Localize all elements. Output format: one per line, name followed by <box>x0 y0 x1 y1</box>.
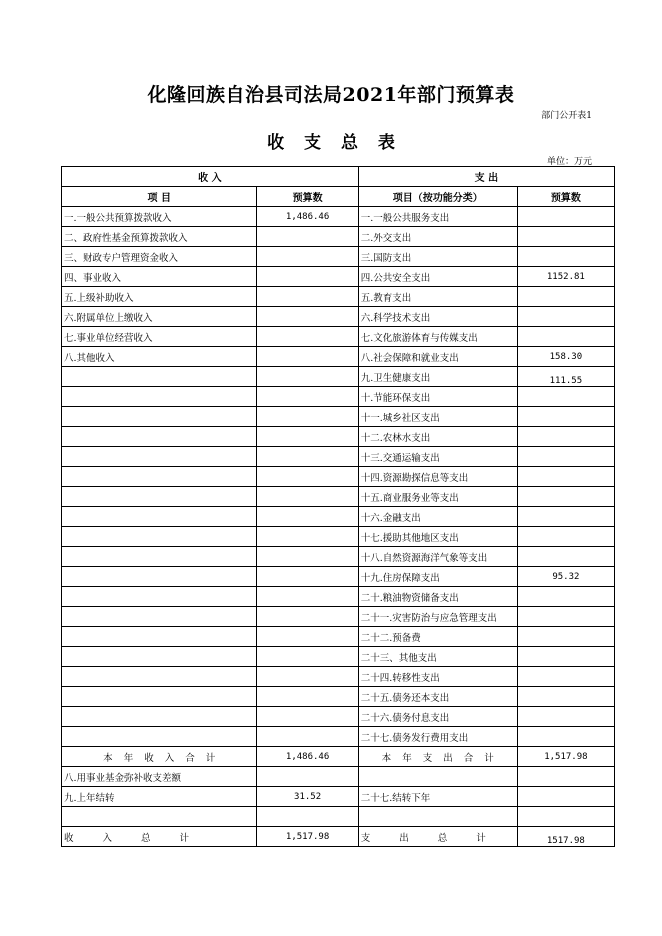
income-amount-cell <box>257 507 358 527</box>
income-item-cell <box>62 727 257 747</box>
income-item-cell <box>62 387 257 407</box>
income-amount-cell <box>257 767 358 787</box>
expense-amount-cell <box>517 807 614 827</box>
expense-amount-cell <box>517 607 614 627</box>
income-amount-cell <box>257 807 358 827</box>
table-row <box>62 227 615 247</box>
income-amount-cell <box>257 587 358 607</box>
expense-amount-cell <box>517 327 614 347</box>
expense-item-cell: 十六.金融支出 <box>358 507 517 527</box>
income-item-cell <box>62 427 257 447</box>
table-row <box>62 327 615 347</box>
income-item-cell <box>62 687 257 707</box>
income-amount-cell <box>257 407 358 427</box>
table-row <box>62 787 615 807</box>
income-amount-cell <box>257 427 358 447</box>
income-amount-cell <box>257 227 358 247</box>
table-row <box>62 247 615 267</box>
expense-amount-cell: 158.30 <box>517 347 614 367</box>
expense-amount-cell <box>517 647 614 667</box>
income-amount-cell <box>257 367 358 387</box>
expense-section-header: 支 出 <box>358 167 614 187</box>
table-row <box>62 267 615 287</box>
expense-amount-cell <box>517 287 614 307</box>
expense-total-label: 本 年 支 出 合 计 <box>358 747 517 767</box>
income-item-cell <box>62 447 257 467</box>
expense-item-cell: 三.国防支出 <box>358 247 517 267</box>
expense-item-cell: 二十五.债务还本支出 <box>358 687 517 707</box>
table-row <box>62 307 615 327</box>
expense-item-cell: 六.科学技术支出 <box>358 307 517 327</box>
expense-amount-header: 预算数 <box>517 187 614 207</box>
income-item-cell <box>62 607 257 627</box>
income-item-cell <box>62 667 257 687</box>
income-item-header: 项 目 <box>62 187 257 207</box>
income-item-cell <box>62 507 257 527</box>
table-row <box>62 607 615 627</box>
income-amount-cell <box>257 567 358 587</box>
expense-amount-cell <box>517 427 614 447</box>
column-header-row <box>62 187 615 207</box>
expense-item-cell: 十七.援助其他地区支出 <box>358 527 517 547</box>
expense-item-cell: 十八.自然资源海洋气象等支出 <box>358 547 517 567</box>
income-grand-total-amount: 1,517.98 <box>257 827 358 847</box>
expense-amount-cell <box>517 627 614 647</box>
income-total-amount: 1,486.46 <box>257 747 358 767</box>
income-amount-cell <box>257 527 358 547</box>
table-row <box>62 287 615 307</box>
expense-item-cell: 二十七.债务发行费用支出 <box>358 727 517 747</box>
income-amount-cell <box>257 627 358 647</box>
page-title: 化隆回族自治县司法局2021年部门预算表 <box>147 84 515 106</box>
income-amount-cell <box>257 247 358 267</box>
income-item-cell: 五.上级补助收入 <box>62 287 257 307</box>
expense-item-cell: 四.公共安全支出 <box>358 267 517 287</box>
income-item-cell <box>62 627 257 647</box>
expense-amount-cell <box>517 727 614 747</box>
unit-label: 单位：万元 <box>546 157 592 167</box>
expense-amount-cell <box>517 247 614 267</box>
expense-amount-cell <box>517 587 614 607</box>
table-row <box>62 767 615 787</box>
expense-item-cell: 五.教育支出 <box>358 287 517 307</box>
table-row <box>62 727 615 747</box>
expense-amount-cell <box>517 687 614 707</box>
income-item-cell <box>62 807 257 827</box>
expense-item-cell <box>358 767 517 787</box>
table-subtitle: 收 支 总 表 <box>267 133 395 153</box>
income-item-cell <box>62 467 257 487</box>
expense-amount-cell <box>517 787 614 807</box>
income-amount-cell <box>257 547 358 567</box>
table-row <box>62 507 615 527</box>
income-amount-cell <box>257 667 358 687</box>
expense-grand-total-label: 支 出 总 计 <box>358 827 517 847</box>
income-section-header: 收 入 <box>62 167 359 187</box>
income-amount-header: 预算数 <box>257 187 358 207</box>
table-row <box>62 487 615 507</box>
table-row <box>62 807 615 827</box>
income-amount-cell <box>257 487 358 507</box>
income-amount-cell <box>257 707 358 727</box>
expense-amount-cell: 95.32 <box>517 567 614 587</box>
form-number: 部门公开表1 <box>541 111 592 121</box>
income-item-cell <box>62 487 257 507</box>
expense-amount-cell <box>517 507 614 527</box>
expense-amount-cell <box>517 547 614 567</box>
section-header-row <box>62 167 615 187</box>
table-row <box>62 367 615 387</box>
annual-total-row <box>62 747 615 767</box>
income-item-cell: 九.上年结转 <box>62 787 257 807</box>
income-amount-cell: 31.52 <box>257 787 358 807</box>
table-row <box>62 567 615 587</box>
income-item-cell <box>62 367 257 387</box>
income-amount-cell <box>257 467 358 487</box>
expense-item-cell: 十三.交通运输支出 <box>358 447 517 467</box>
income-item-cell <box>62 547 257 567</box>
expense-item-cell: 二十七.结转下年 <box>358 787 517 807</box>
expense-amount-cell <box>517 207 614 227</box>
expense-item-cell: 九.卫生健康支出 <box>358 367 517 387</box>
income-amount-cell <box>257 347 358 367</box>
income-item-cell <box>62 567 257 587</box>
expense-item-cell: 十四.资源勘探信息等支出 <box>358 467 517 487</box>
table-row <box>62 347 615 367</box>
income-item-cell: 八.其他收入 <box>62 347 257 367</box>
expense-amount-cell <box>517 307 614 327</box>
income-item-cell: 二、政府性基金预算拨款收入 <box>62 227 257 247</box>
income-amount-cell <box>257 607 358 627</box>
expense-amount-cell <box>517 707 614 727</box>
table-row <box>62 687 615 707</box>
income-item-cell <box>62 587 257 607</box>
income-amount-cell <box>257 727 358 747</box>
income-item-cell: 三、财政专户管理资金收入 <box>62 247 257 267</box>
table-row <box>62 387 615 407</box>
table-row <box>62 527 615 547</box>
income-amount-cell <box>257 267 358 287</box>
income-item-cell <box>62 407 257 427</box>
expense-item-cell: 七.文化旅游体育与传媒支出 <box>358 327 517 347</box>
expense-item-cell: 二十六.债务付息支出 <box>358 707 517 727</box>
expense-item-header: 项目（按功能分类） <box>358 187 517 207</box>
expense-item-cell: 二十一.灾害防治与应急管理支出 <box>358 607 517 627</box>
expense-amount-cell <box>517 407 614 427</box>
table-row <box>62 587 615 607</box>
table-row <box>62 627 615 647</box>
income-item-cell: 一.一般公共预算拨款收入 <box>62 207 257 227</box>
income-item-cell: 八.用事业基金弥补收支差额 <box>62 767 257 787</box>
expense-item-cell: 八.社会保障和就业支出 <box>358 347 517 367</box>
income-item-cell: 六.附属单位上缴收入 <box>62 307 257 327</box>
income-amount-cell <box>257 647 358 667</box>
expense-item-cell: 二十二.预备费 <box>358 627 517 647</box>
income-item-cell <box>62 647 257 667</box>
expense-item-cell: 二十三、其他支出 <box>358 647 517 667</box>
table-row <box>62 667 615 687</box>
expense-item-cell: 二十四.转移性支出 <box>358 667 517 687</box>
income-amount-cell <box>257 447 358 467</box>
table-row <box>62 647 615 667</box>
expense-amount-cell <box>517 387 614 407</box>
grand-total-row <box>62 827 615 847</box>
expense-amount-cell: 1152.81 <box>517 267 614 287</box>
expense-item-cell: 十.节能环保支出 <box>358 387 517 407</box>
expense-amount-cell: 111.55 <box>517 367 614 387</box>
table-row <box>62 427 615 447</box>
expense-amount-cell <box>517 527 614 547</box>
income-item-cell <box>62 527 257 547</box>
expense-item-cell: 二十.粮油物资储备支出 <box>358 587 517 607</box>
income-total-label: 本 年 收 入 合 计 <box>62 747 257 767</box>
table-row <box>62 447 615 467</box>
table-row <box>62 467 615 487</box>
expense-amount-cell <box>517 767 614 787</box>
expense-item-cell: 十九.住房保障支出 <box>358 567 517 587</box>
expense-total-amount: 1,517.98 <box>517 747 614 767</box>
expense-item-cell <box>358 807 517 827</box>
income-amount-cell <box>257 307 358 327</box>
income-amount-cell <box>257 327 358 347</box>
expense-item-cell: 十五.商业服务业等支出 <box>358 487 517 507</box>
table-row <box>62 707 615 727</box>
income-item-cell: 七.事业单位经营收入 <box>62 327 257 347</box>
income-amount-cell <box>257 687 358 707</box>
expense-item-cell: 十一.城乡社区支出 <box>358 407 517 427</box>
expense-amount-cell <box>517 467 614 487</box>
expense-grand-total-amount: 1517.98 <box>517 827 614 847</box>
income-item-cell: 四、事业收入 <box>62 267 257 287</box>
table-row <box>62 407 615 427</box>
expense-amount-cell <box>517 447 614 467</box>
expense-item-cell: 二.外交支出 <box>358 227 517 247</box>
budget-table <box>61 166 615 847</box>
income-amount-cell <box>257 387 358 407</box>
expense-item-cell: 十二.农林水支出 <box>358 427 517 447</box>
income-amount-cell: 1,486.46 <box>257 207 358 227</box>
table-row <box>62 547 615 567</box>
expense-amount-cell <box>517 227 614 247</box>
income-amount-cell <box>257 287 358 307</box>
income-item-cell <box>62 707 257 727</box>
expense-amount-cell <box>517 667 614 687</box>
expense-amount-cell <box>517 487 614 507</box>
table-row <box>62 207 615 227</box>
expense-item-cell: 一.一般公共服务支出 <box>358 207 517 227</box>
income-grand-total-label: 收 入 总 计 <box>62 827 257 847</box>
